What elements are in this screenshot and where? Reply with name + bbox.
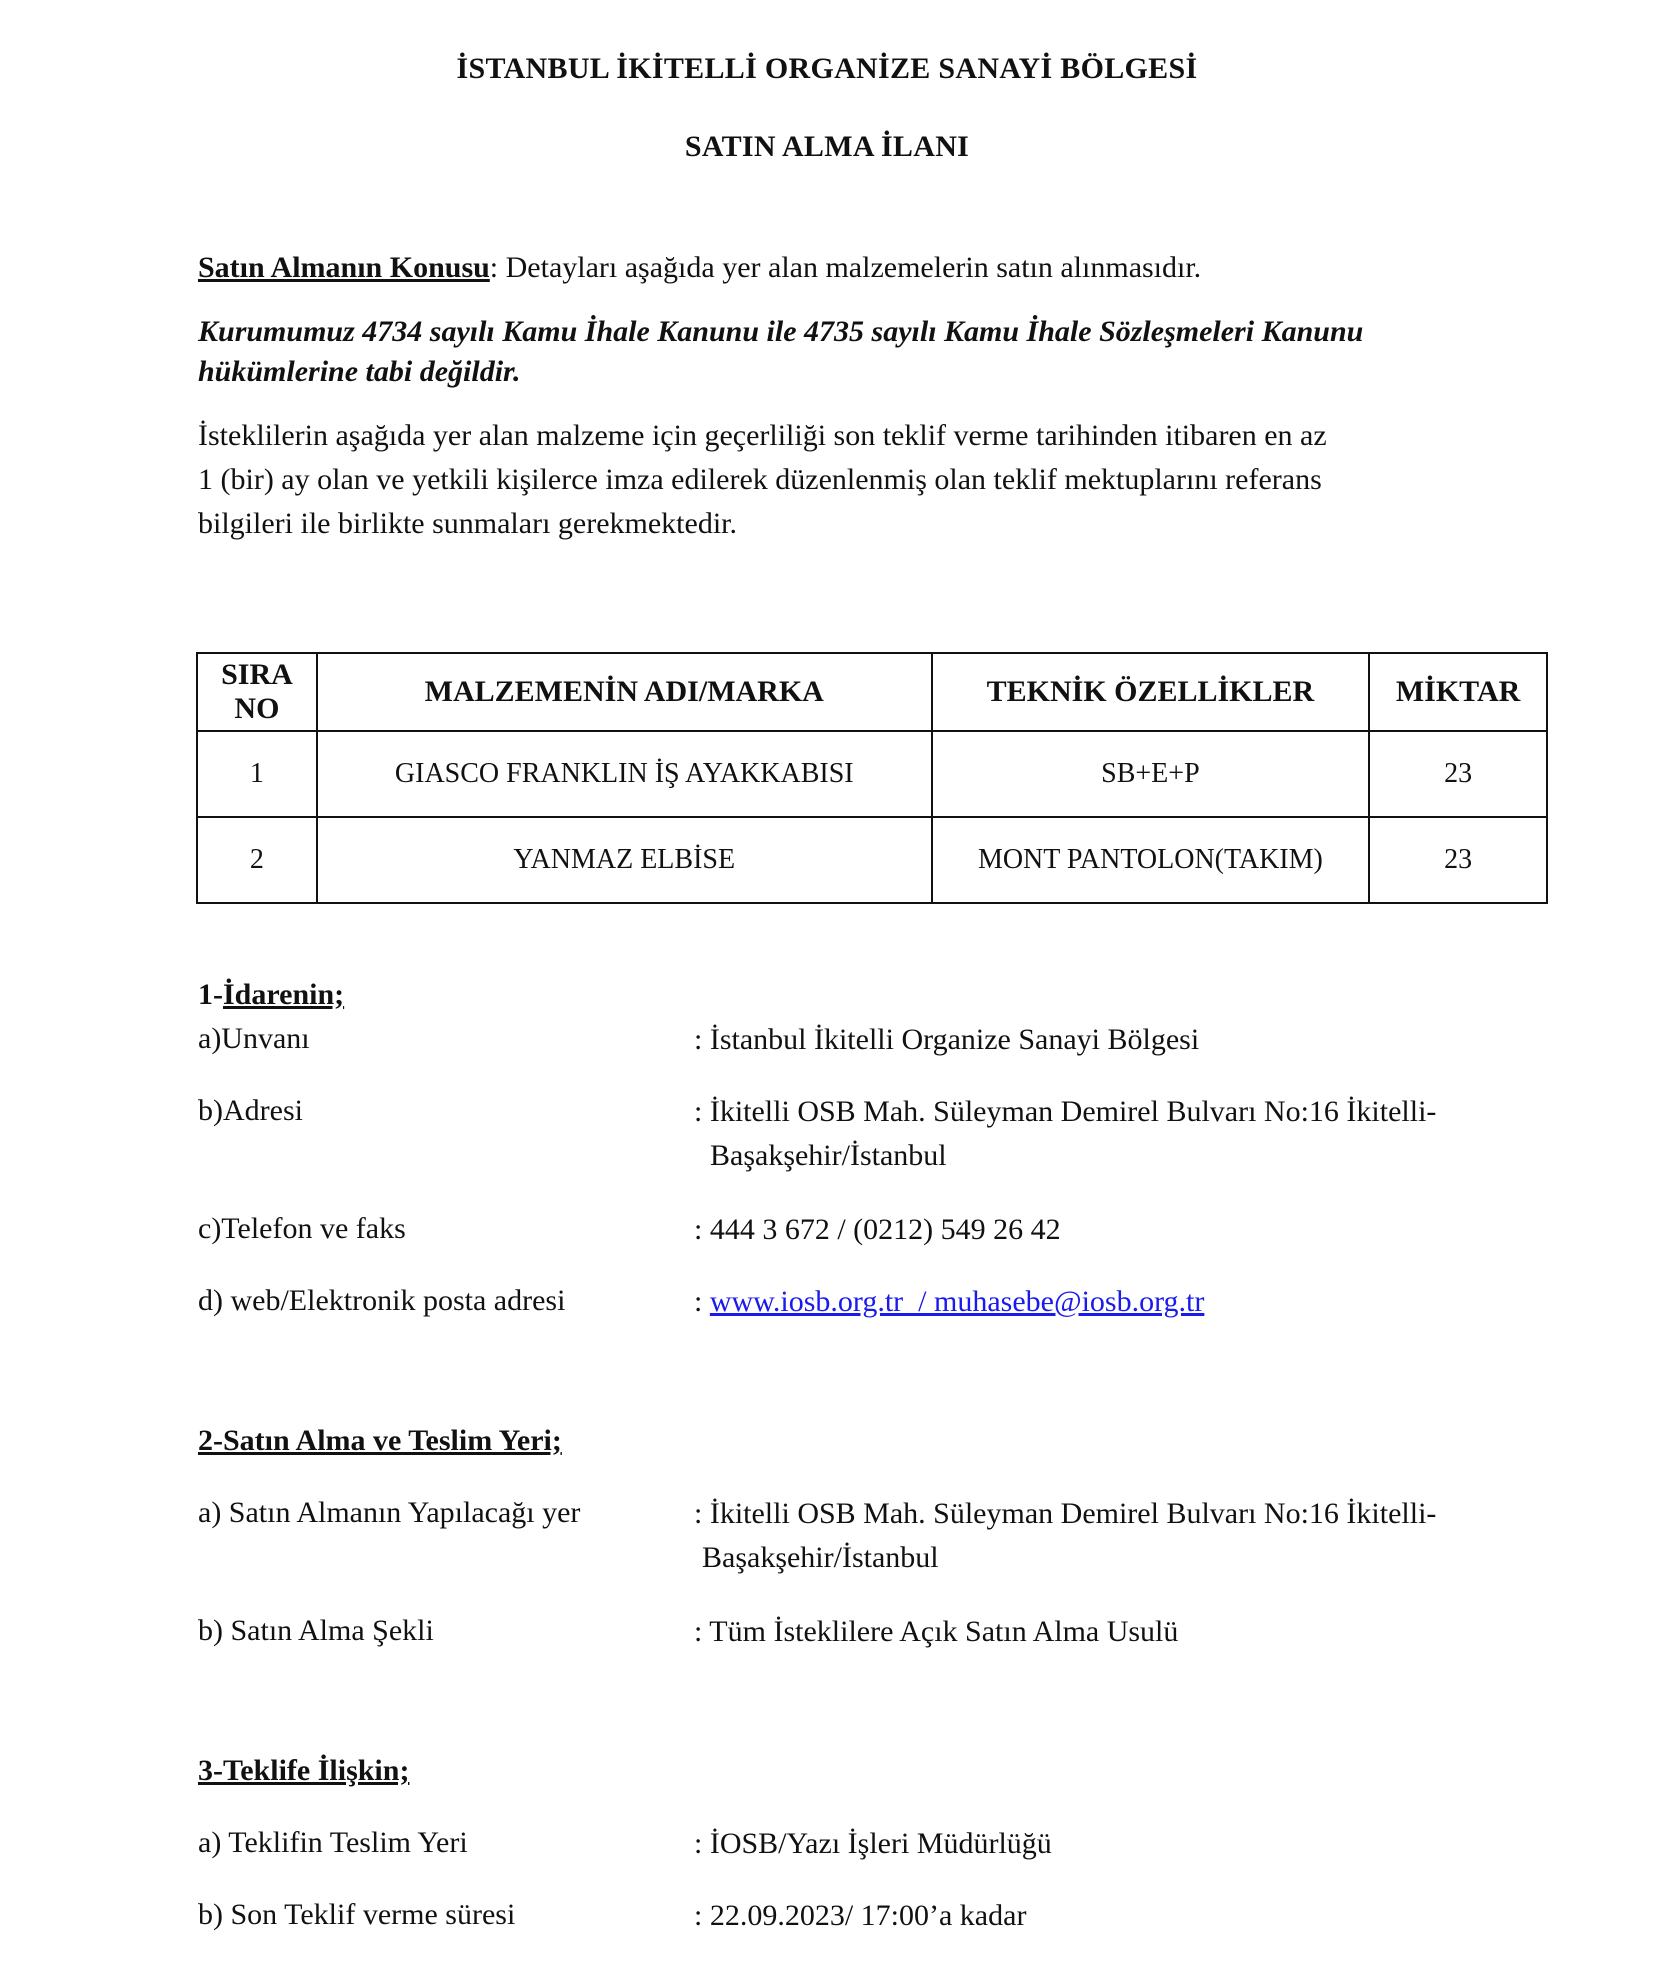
requirement-line-3: bilgileri ile birlikte sunmaları gerekmektedir. [198,507,738,540]
cell-no: 2 [197,817,317,903]
header-sira-no [197,653,317,731]
adres-label: b)Adresi [198,1094,303,1127]
section2-heading: 2-Satın Alma ve Teslim Yeri; [198,1424,562,1457]
cell-name: YANMAZ ELBİSE [317,817,932,903]
subject-paragraph [198,246,1538,290]
requirement-paragraph [198,414,1538,546]
subject-text: : Detayları aşağıda yer alan malzemelerin satın alınmasıdır. [489,251,1202,284]
method-value: : Tüm İsteklilere Açık Satın Alma Usulü [694,1615,1179,1648]
document-subtitle: SATIN ALMA İLANI [684,130,970,163]
header-qty: MİKTAR [1369,653,1547,731]
place-value [694,1492,1554,1580]
requirement-line-1: İsteklilerin aşağıda yer alan malzeme için geçerliliği son teklif verme tarihinden itibaren en az [198,419,1327,452]
cell-no: 1 [197,731,317,817]
header-no-line: NO [234,692,280,725]
law-notice-line-1: Kurumumuz 4734 sayılı Kamu İhale Kanunu ile 4735 sayılı Kamu İhale Sözleşmeleri Kanunu [198,315,1364,348]
adres-value [694,1090,1554,1178]
law-notice [198,312,1538,392]
section3-heading: 3-Teklife İlişkin; [198,1754,410,1787]
web-email-link[interactable]: www.iosb.org.tr / muhasebe@iosb.org.tr [709,1285,1205,1318]
header-sira-line: SIRA [221,658,293,691]
telefon-label: c)Telefon ve faks [198,1212,406,1245]
adres-line-1: : İkitelli OSB Mah. Süleyman Demirel Bulvarı No:16 İkitelli- [694,1095,1437,1128]
table-header-row [197,653,1547,731]
web-prefix: : [694,1285,710,1318]
cell-spec: SB+E+P [932,731,1369,817]
section1-heading-prefix: 1- [198,978,223,1011]
document-title: İSTANBUL İKİTELLİ ORGANİZE SANAYİ BÖLGESİ [456,52,1198,85]
place-line-1: : İkitelli OSB Mah. Süleyman Demirel Bulvarı No:16 İkitelli- [694,1497,1437,1530]
cell-qty: 23 [1369,817,1547,903]
items-table [196,652,1548,904]
unvan-label: a)Unvanı [198,1022,310,1055]
requirement-line-2: 1 (bir) ay olan ve yetkili kişilerce imza edilerek düzenlenmiş olan teklif mektuplarını referans [198,463,1322,496]
cell-spec: MONT PANTOLON(TAKIM) [932,817,1369,903]
table-row [197,731,1547,817]
web-label: d) web/Elektronik posta adresi [198,1284,566,1317]
table-row [197,817,1547,903]
telefon-value: : 444 3 672 / (0212) 549 26 42 [694,1213,1061,1246]
cell-qty: 23 [1369,731,1547,817]
web-value [694,1280,1554,1324]
header-name: MALZEMENİN ADI/MARKA [317,653,932,731]
delivery-value: : İOSB/Yazı İşleri Müdürlüğü [694,1827,1052,1860]
cell-name: GIASCO FRANKLIN İŞ AYAKKABISI [317,731,932,817]
adres-line-2: Başakşehir/İstanbul [710,1139,947,1172]
deadline-value: : 22.09.2023/ 17:00’a kadar [694,1899,1027,1932]
method-label: b) Satın Alma Şekli [198,1614,434,1647]
subject-label: Satın Almanın Konusu [198,251,490,284]
unvan-value: : İstanbul İkitelli Organize Sanayi Bölgesi [694,1023,1200,1056]
deadline-label: b) Son Teklif verme süresi [198,1898,516,1931]
delivery-label: a) Teklifin Teslim Yeri [198,1826,468,1859]
place-line-2: Başakşehir/İstanbul [702,1541,939,1574]
law-notice-line-2: hükümlerine tabi değildir. [198,355,521,388]
section1-heading [198,978,344,1012]
header-spec: TEKNİK ÖZELLİKLER [932,653,1369,731]
place-label: a) Satın Almanın Yapılacağı yer [198,1496,581,1529]
section1-heading-text: İdarenin; [223,978,345,1011]
